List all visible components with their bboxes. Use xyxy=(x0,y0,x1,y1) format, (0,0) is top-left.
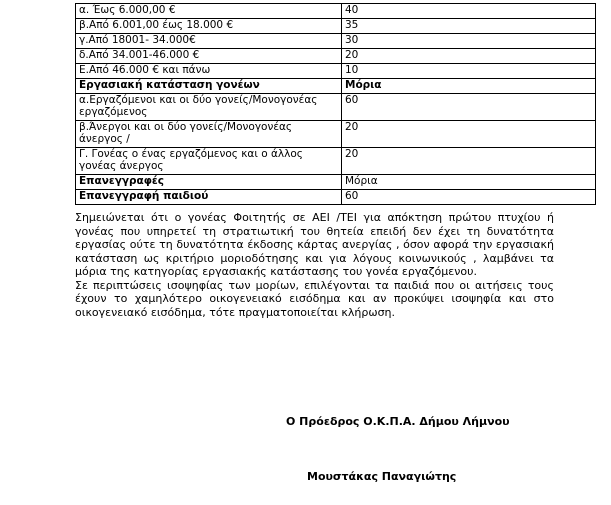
table-row xyxy=(76,64,596,79)
employment-header-row xyxy=(76,79,596,94)
income-bracket-label: β.Από 6.001,00 έως 18.000 € xyxy=(76,19,342,34)
reregistration-points: Μόρια xyxy=(342,175,596,190)
table-row xyxy=(76,19,596,34)
table-row xyxy=(76,148,596,175)
income-bracket-points: 35 xyxy=(342,19,596,34)
income-bracket-label: Ε.Από 46.000 € και πάνω xyxy=(76,64,342,79)
table-row xyxy=(76,4,596,19)
employment-status-points: 20 xyxy=(342,148,596,175)
employment-header-points: Μόρια xyxy=(342,79,596,94)
income-bracket-points: 20 xyxy=(342,49,596,64)
child-reregistration-points: 60 xyxy=(342,190,596,205)
income-bracket-label: δ.Από 34.001-46.000 € xyxy=(76,49,342,64)
table-row xyxy=(76,49,596,64)
child-reregistration-label: Επανεγγραφή παιδιού xyxy=(76,190,342,205)
employment-status-label: α.Εργαζόμενοι και οι δύο γονείς/Μονογονέας εργαζόμενος xyxy=(76,94,342,121)
income-bracket-points: 10 xyxy=(342,64,596,79)
income-bracket-points: 30 xyxy=(342,34,596,49)
reregistration-label: Επανεγγραφές xyxy=(76,175,342,190)
table-row xyxy=(76,121,596,148)
employment-header-label: Εργασιακή κατάσταση γονέων xyxy=(76,79,342,94)
signatory-name: Μουστάκας Παναγιώτης xyxy=(307,470,457,483)
employment-status-points: 20 xyxy=(342,121,596,148)
employment-status-points: 60 xyxy=(342,94,596,121)
employment-status-label: Γ. Γονέας ο ένας εργαζόμενος και ο άλλος γονέας άνεργος xyxy=(76,148,342,175)
notes-section xyxy=(75,211,554,319)
table-row xyxy=(76,34,596,49)
student-parent-note: Σημειώνεται ότι ο γονέας Φοιτητής σε ΑΕΙ /ΤΕΙ για απόκτηση πρώτου πτυχίου ή γονέας που υπηρετεί τη στρατιωτική του θητεία επειδή δεν έχει τη δυνατότητα εργασίας ούτε τη δυνατότητα έκδοσης κάρτας ανεργίας , όσον αφορά την εργασιακή κατάσταση ως κριτήριο μοριοδότησης και για λόγους κοινωνικούς , λαμβάνει τα μόρια της κατηγορίας εργασιακής κατάστασης του γονέα εργαζόμενου. xyxy=(75,211,554,278)
scoring-table xyxy=(75,3,596,205)
income-bracket-label: α. Έως 6.000,00 € xyxy=(76,4,342,19)
table-row xyxy=(76,94,596,121)
reregistration-header-row xyxy=(76,175,596,190)
signatory-title: Ο Πρόεδρος Ο.Κ.Π.Α. Δήμου Λήμνου xyxy=(286,415,510,428)
child-reregistration-row xyxy=(76,190,596,205)
income-bracket-label: γ.Από 18001- 34.000€ xyxy=(76,34,342,49)
income-bracket-points: 40 xyxy=(342,4,596,19)
employment-status-label: β.Άνεργοι και οι δύο γονείς/Μονογονέας άνεργος / xyxy=(76,121,342,148)
tie-break-note: Σε περιπτώσεις ισοψηφίας των μορίων, επιλέγονται τα παιδιά που οι αιτήσεις τους έχουν το χαμηλότερο οικογενειακό εισόδημα και αν προκύψει ισοψηφία και στο οικογενειακό εισόδημα, τότε πραγματοποιείται κλήρωση. xyxy=(75,278,554,319)
